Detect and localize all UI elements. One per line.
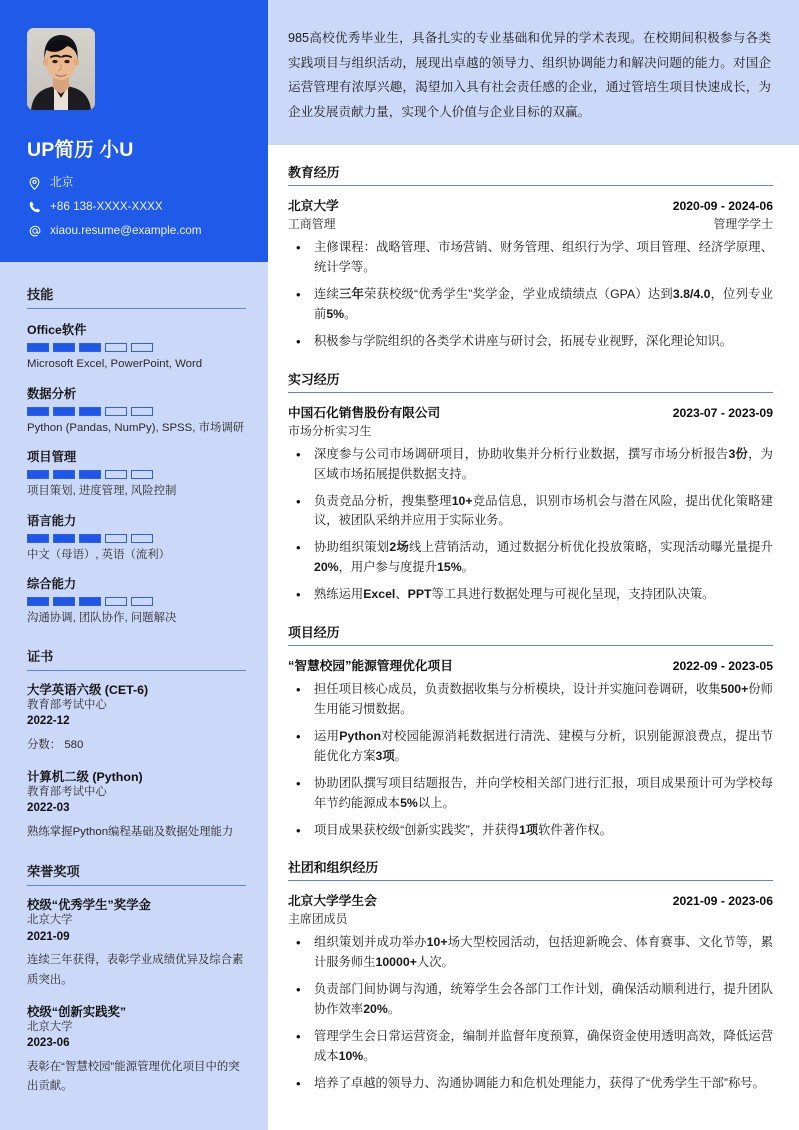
skill-bar-segment <box>79 407 101 416</box>
bullet-item: • 组织策划并成功举办10+场大型校园活动，包括迎新晚会、体育赛事、文化节等，累计服务师生10000+人次。 <box>288 933 773 973</box>
contact-phone-value: +86 138-XXXX-XXXX <box>50 200 163 214</box>
skill-level-bars <box>27 407 246 416</box>
education-bullets <box>288 238 773 352</box>
skill-level-bars <box>27 343 246 352</box>
bullet-item: • 负责部门间协调与沟通，统筹学生会各部门工作计划，确保活动顺利进行，提升团队协作效率20%。 <box>288 980 773 1020</box>
education-section-title: 教育经历 <box>288 162 773 186</box>
skill-level-bars <box>27 470 246 479</box>
bullet-item: • 深度参与公司市场调研项目，协助收集并分析行业数据，撰写市场分析报告3份，为区域市场拓展提供数据支持。 <box>288 445 773 485</box>
bullet-item: • 负责竞品分析，搜集整理10+竞品信息，识别市场机会与潜在风险，提出优化策略建议，被团队采纳并应用于实际业务。 <box>288 492 773 532</box>
entry-header-row <box>288 402 773 421</box>
skill-level-bars <box>27 534 246 543</box>
award-issuer: 北京大学 <box>27 1020 73 1033</box>
project-section <box>288 622 773 840</box>
education-date: 2020-09 - 2024-06 <box>672 199 773 214</box>
entry-header-row <box>288 195 773 214</box>
skill-bar-segment <box>79 597 101 606</box>
summary-text: 985高校优秀毕业生，具备扎实的专业基础和优异的学术表现。在校期间积极参与各类实践项目与组织活动，展现出卓越的领导力、组织协调能力和解决问题的能力。对国企运营管理有浓厚兴趣，渴望加入具有社会责任感的企业，通过管培生项目快速成长，为企业发展贡献力量，实现个人价值与企业目标的双赢。 <box>288 31 771 119</box>
award-description: 表彰在“智慧校园”能源管理优化项目中的突出贡献。 <box>27 1060 240 1093</box>
certificate-issuer: 教育部考试中心 <box>27 698 107 711</box>
organization-name: 北京大学学生会 <box>288 894 377 909</box>
award-item <box>27 1004 246 1097</box>
certificate-item <box>27 769 246 843</box>
award-item <box>27 897 246 990</box>
contact-location-value: 北京 <box>50 176 74 189</box>
skill-bar-segment <box>79 343 101 352</box>
education-section <box>288 162 773 352</box>
skill-bar-segment <box>131 597 153 606</box>
certificate-date: 2022-03 <box>27 801 70 815</box>
certificate-item <box>27 682 246 756</box>
internship-bullets <box>288 445 773 605</box>
skill-item <box>27 574 246 627</box>
skill-item <box>27 384 246 437</box>
skill-description: 项目策划, 进度管理, 风险控制 <box>27 485 177 498</box>
entry-sub-row <box>288 909 773 927</box>
skill-bar-segment <box>105 597 127 606</box>
bullet-item: • 协助团队撰写项目结题报告，并向学校相关部门进行汇报，项目成果预计可为学校每年节约能源成本5%以上。 <box>288 774 773 814</box>
skill-bar-segment <box>27 407 49 416</box>
education-degree: 管理学学士 <box>713 217 773 232</box>
skill-bar-segment <box>27 534 49 543</box>
project-name: “智慧校园”能源管理优化项目 <box>288 659 453 674</box>
bullet-item: • 项目成果获校级“创新实践奖”，并获得1项软件著作权。 <box>288 821 773 841</box>
skill-bar-segment <box>27 470 49 479</box>
skill-bar-segment <box>105 470 127 479</box>
skill-bar-segment <box>79 534 101 543</box>
bullet-item: • 积极参与学院组织的各类学术讲座与研讨会，拓展专业视野，深化理论知识。 <box>288 332 773 352</box>
sidebar-body <box>0 262 268 1120</box>
location-pin-icon <box>27 177 42 190</box>
skill-bar-segment <box>105 534 127 543</box>
skill-bar-segment <box>131 470 153 479</box>
contact-email <box>27 224 268 238</box>
education-entry <box>288 195 773 352</box>
contact-list <box>27 176 268 238</box>
skill-bar-segment <box>105 343 127 352</box>
internship-date: 2023-07 - 2023-09 <box>672 405 773 420</box>
skill-bar-segment <box>105 407 127 416</box>
bullet-item: • 协助组织策划2场线上营销活动，通过数据分析优化投放策略，实现活动曝光量提升20%，用户参与度提升15%。 <box>288 538 773 578</box>
entry-header-row <box>288 890 773 909</box>
skill-name: 数据分析 <box>27 386 77 401</box>
contact-location <box>27 176 268 190</box>
skill-bar-segment <box>53 534 75 543</box>
award-name: 校级“优秀学生”奖学金 <box>27 898 151 913</box>
skill-name: 综合能力 <box>27 577 77 592</box>
skills-section-title: 技能 <box>27 284 246 309</box>
award-issuer: 北京大学 <box>27 914 73 927</box>
project-entry <box>288 655 773 840</box>
skill-bar-segment <box>53 343 75 352</box>
bullet-item: • 主修课程：战略管理、市场营销、财务管理、组织行为学、项目管理、经济学原理、统计学等。 <box>288 238 773 278</box>
skill-level-bars <box>27 597 246 606</box>
skill-bar-segment <box>53 597 75 606</box>
skill-description: 沟通协调, 团队协作, 问题解决 <box>27 612 177 625</box>
organization-date: 2021-09 - 2023-06 <box>672 894 773 909</box>
skills-section <box>27 284 246 627</box>
certificate-issuer: 教育部考试中心 <box>27 785 107 798</box>
certificate-description: 分数： 580 <box>27 738 84 751</box>
project-date: 2022-09 - 2023-05 <box>672 659 773 674</box>
skill-bar-segment <box>27 597 49 606</box>
skill-description: Microsoft Excel, PowerPoint, Word <box>27 358 203 371</box>
organization-section <box>288 857 773 1093</box>
skill-description: Python (Pandas, NumPy), SPSS, 市场调研 <box>27 421 245 434</box>
entry-header-row <box>288 655 773 674</box>
internship-entry <box>288 402 773 605</box>
certificates-section <box>27 646 246 843</box>
certificate-date: 2022-12 <box>27 714 70 728</box>
skill-bar-segment <box>53 470 75 479</box>
internship-section <box>288 369 773 605</box>
certificate-name: 大学英语六级 (CET-6) <box>27 682 149 697</box>
skill-description: 中文（母语）, 英语（流利） <box>27 548 171 561</box>
organization-entry <box>288 890 773 1093</box>
entry-sub-row <box>288 421 773 439</box>
internship-company: 中国石化销售股份有限公司 <box>288 405 441 420</box>
awards-section-title: 荣誉奖项 <box>27 861 246 886</box>
profile-name: UP简历 小U <box>27 139 134 161</box>
contact-email-value: xiaou.resume@example.com <box>50 224 202 238</box>
bullet-item: • 管理学生会日常运营资金，编制并监督年度预算，确保资金使用透明高效，降低运营成本10%。 <box>288 1027 773 1067</box>
summary-block <box>268 0 799 145</box>
bullet-item: • 熟练运用Excel、PPT等工具进行数据处理与可视化呈现，支持团队决策。 <box>288 585 773 605</box>
sidebar <box>0 0 268 1130</box>
organization-section-title: 社团和组织经历 <box>288 857 773 881</box>
skill-item <box>27 447 246 500</box>
award-date: 2021-09 <box>27 929 70 943</box>
award-description: 连续三年获得，表彰学业成绩优异及综合素质突出。 <box>27 954 244 987</box>
skill-bar-segment <box>79 470 101 479</box>
bullet-item: • 培养了卓越的领导力、沟通协调能力和危机处理能力，获得了“优秀学生干部”称号。 <box>288 1074 773 1094</box>
internship-role: 市场分析实习生 <box>288 423 372 438</box>
certificate-name: 计算机二级 (Python) <box>27 769 143 784</box>
main-content <box>268 0 799 1130</box>
education-school: 北京大学 <box>288 199 339 214</box>
bullet-item: • 连续三年荣获校级“优秀学生”奖学金，学业成绩绩点（GPA）达到3.8/4.0，位列专业前5%。 <box>288 285 773 325</box>
project-bullets <box>288 680 773 840</box>
bullet-item: • 运用Python对校园能源消耗数据进行清洗、建模与分析，识别能源浪费点，提出节能优化方案3项。 <box>288 727 773 767</box>
skill-bar-segment <box>53 407 75 416</box>
skill-bar-segment <box>131 407 153 416</box>
skill-name: 项目管理 <box>27 450 77 465</box>
sidebar-header <box>0 0 268 262</box>
skill-bar-segment <box>131 534 153 543</box>
skill-name: Office软件 <box>27 323 87 338</box>
skill-item <box>27 320 246 373</box>
organization-bullets <box>288 933 773 1093</box>
certificates-section-title: 证书 <box>27 646 246 671</box>
at-email-icon <box>27 225 42 237</box>
main-sections <box>268 145 799 1094</box>
entry-sub-row <box>288 214 773 232</box>
education-major: 工商管理 <box>288 217 336 232</box>
bullet-item: • 担任项目核心成员，负责数据收集与分析模块，设计并实施问卷调研，收集500+份师生用能习惯数据。 <box>288 680 773 720</box>
awards-section <box>27 861 246 1097</box>
profile-photo <box>27 28 95 110</box>
skill-bar-segment <box>131 343 153 352</box>
certificate-description: 熟练掌握Python编程基础及数据处理能力 <box>27 825 234 838</box>
contact-phone <box>27 200 268 214</box>
skill-item <box>27 511 246 564</box>
project-section-title: 项目经历 <box>288 622 773 646</box>
internship-section-title: 实习经历 <box>288 369 773 393</box>
award-date: 2023-06 <box>27 1036 70 1050</box>
skill-bar-segment <box>27 343 49 352</box>
skill-name: 语言能力 <box>27 513 77 528</box>
organization-role: 主席团成员 <box>288 912 348 927</box>
award-name: 校级“创新实践奖” <box>27 1004 127 1019</box>
phone-icon <box>27 201 42 213</box>
